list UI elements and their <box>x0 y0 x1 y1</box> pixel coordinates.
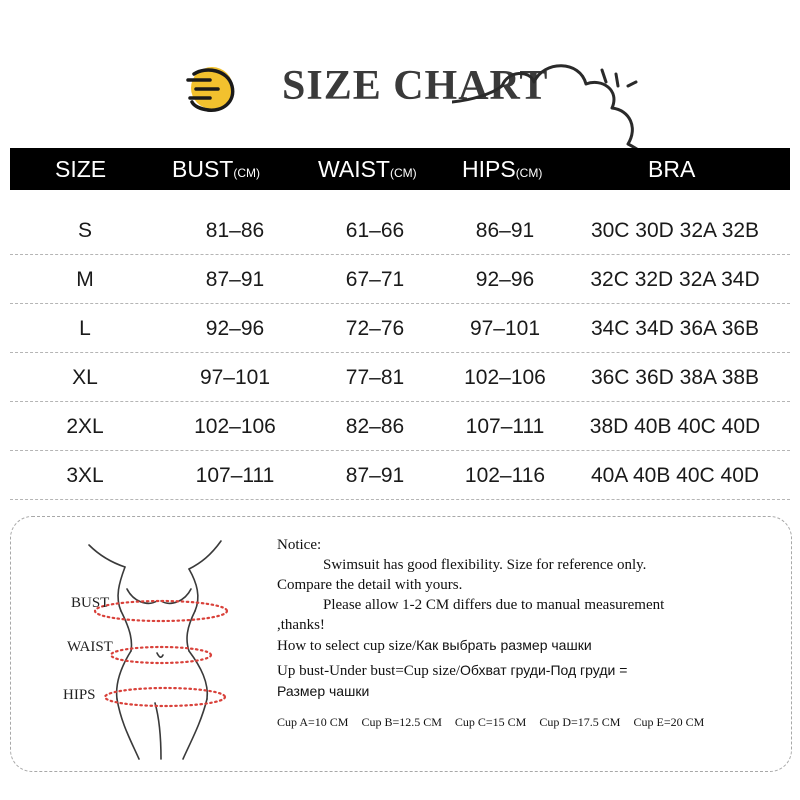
size-cell: 2XL <box>66 415 104 438</box>
waist-cell: 61–66 <box>345 219 405 242</box>
notice-line: Compare the detail with yours. <box>277 577 463 593</box>
hips-label: HIPS <box>63 687 96 703</box>
cup-size-how-to: How to select cup size/Как выбрать размер чашки <box>277 637 592 654</box>
size-cell: L <box>79 317 91 340</box>
header-size: SIZE <box>55 156 107 182</box>
header-hips: HIPS(CM) <box>462 156 543 182</box>
bust-cell: 97–101 <box>199 366 271 389</box>
bust-cell: 107–111 <box>195 464 275 487</box>
cup-size-formula-ru: Размер чашки <box>277 683 370 699</box>
table-row <box>10 402 790 451</box>
size-cell: 3XL <box>66 464 104 487</box>
notice-line: Swimsuit has good flexibility. Size for reference only. <box>323 557 647 573</box>
header-waist: WAIST(CM) <box>318 156 417 182</box>
table-row <box>10 353 790 402</box>
header-bra: BRA <box>648 156 696 182</box>
hips-cell: 102–116 <box>464 464 546 487</box>
table-header <box>10 148 790 190</box>
bust-cell: 87–91 <box>205 268 265 291</box>
notice-text <box>277 535 777 701</box>
waist-cell: 77–81 <box>345 366 405 389</box>
bra-cell: 36C 36D 38A 38B <box>590 366 760 389</box>
waist-cell: 82–86 <box>345 415 405 438</box>
hips-cell: 92–96 <box>475 268 535 291</box>
title-row <box>0 58 800 118</box>
cup-size-item: Cup B=12.5 CM <box>361 715 442 729</box>
notice-line: Please allow 1-2 CM differs due to manual measurement <box>323 597 665 613</box>
waist-cell: 87–91 <box>345 464 405 487</box>
bust-label: BUST <box>71 595 110 611</box>
hips-cell: 97–101 <box>469 317 541 340</box>
hips-cell: 107–111 <box>465 415 545 438</box>
bust-cell: 81–86 <box>205 219 265 242</box>
hips-cell: 86–91 <box>475 219 535 242</box>
waist-label: WAIST <box>67 639 113 655</box>
bra-cell: 34C 34D 36A 36B <box>590 317 760 340</box>
notice-panel <box>10 516 792 772</box>
cup-size-item: Cup C=15 CM <box>454 715 527 729</box>
cup-size-formula: Up bust-Under bust=Cup size/Обхват груди-Под груди = <box>277 662 628 679</box>
table-row <box>10 451 790 500</box>
cup-size-list <box>277 715 777 730</box>
waist-cell: 67–71 <box>345 268 405 291</box>
bra-cell: 38D 40B 40C 40D <box>589 415 761 438</box>
bra-cell: 30C 30D 32A 32B <box>590 219 760 242</box>
bust-cell: 102–106 <box>194 415 276 438</box>
hips-cell: 102–106 <box>464 366 546 389</box>
speech-bubble-lines-icon <box>184 62 240 114</box>
body-measurement-figure <box>61 527 261 767</box>
page-title: SIZE CHART <box>282 63 549 109</box>
size-cell: M <box>76 268 94 291</box>
size-cell: S <box>77 219 92 242</box>
table-row <box>10 206 790 255</box>
table-row <box>10 255 790 304</box>
bra-cell: 40A 40B 40C 40D <box>590 464 760 487</box>
bust-cell: 92–96 <box>205 317 265 340</box>
waist-cell: 72–76 <box>345 317 405 340</box>
notice-heading: Notice: <box>277 537 322 553</box>
size-cell: XL <box>72 366 98 389</box>
cup-size-item: Cup A=10 CM <box>277 715 349 729</box>
table-row <box>10 304 790 353</box>
notice-line: ,thanks! <box>277 617 325 633</box>
header-bust: BUST(CM) <box>172 156 260 182</box>
cup-size-item: Cup E=20 CM <box>633 715 705 729</box>
cup-size-item: Cup D=17.5 CM <box>539 715 621 729</box>
size-table-body <box>10 206 790 500</box>
bra-cell: 32C 32D 32A 34D <box>590 268 760 291</box>
